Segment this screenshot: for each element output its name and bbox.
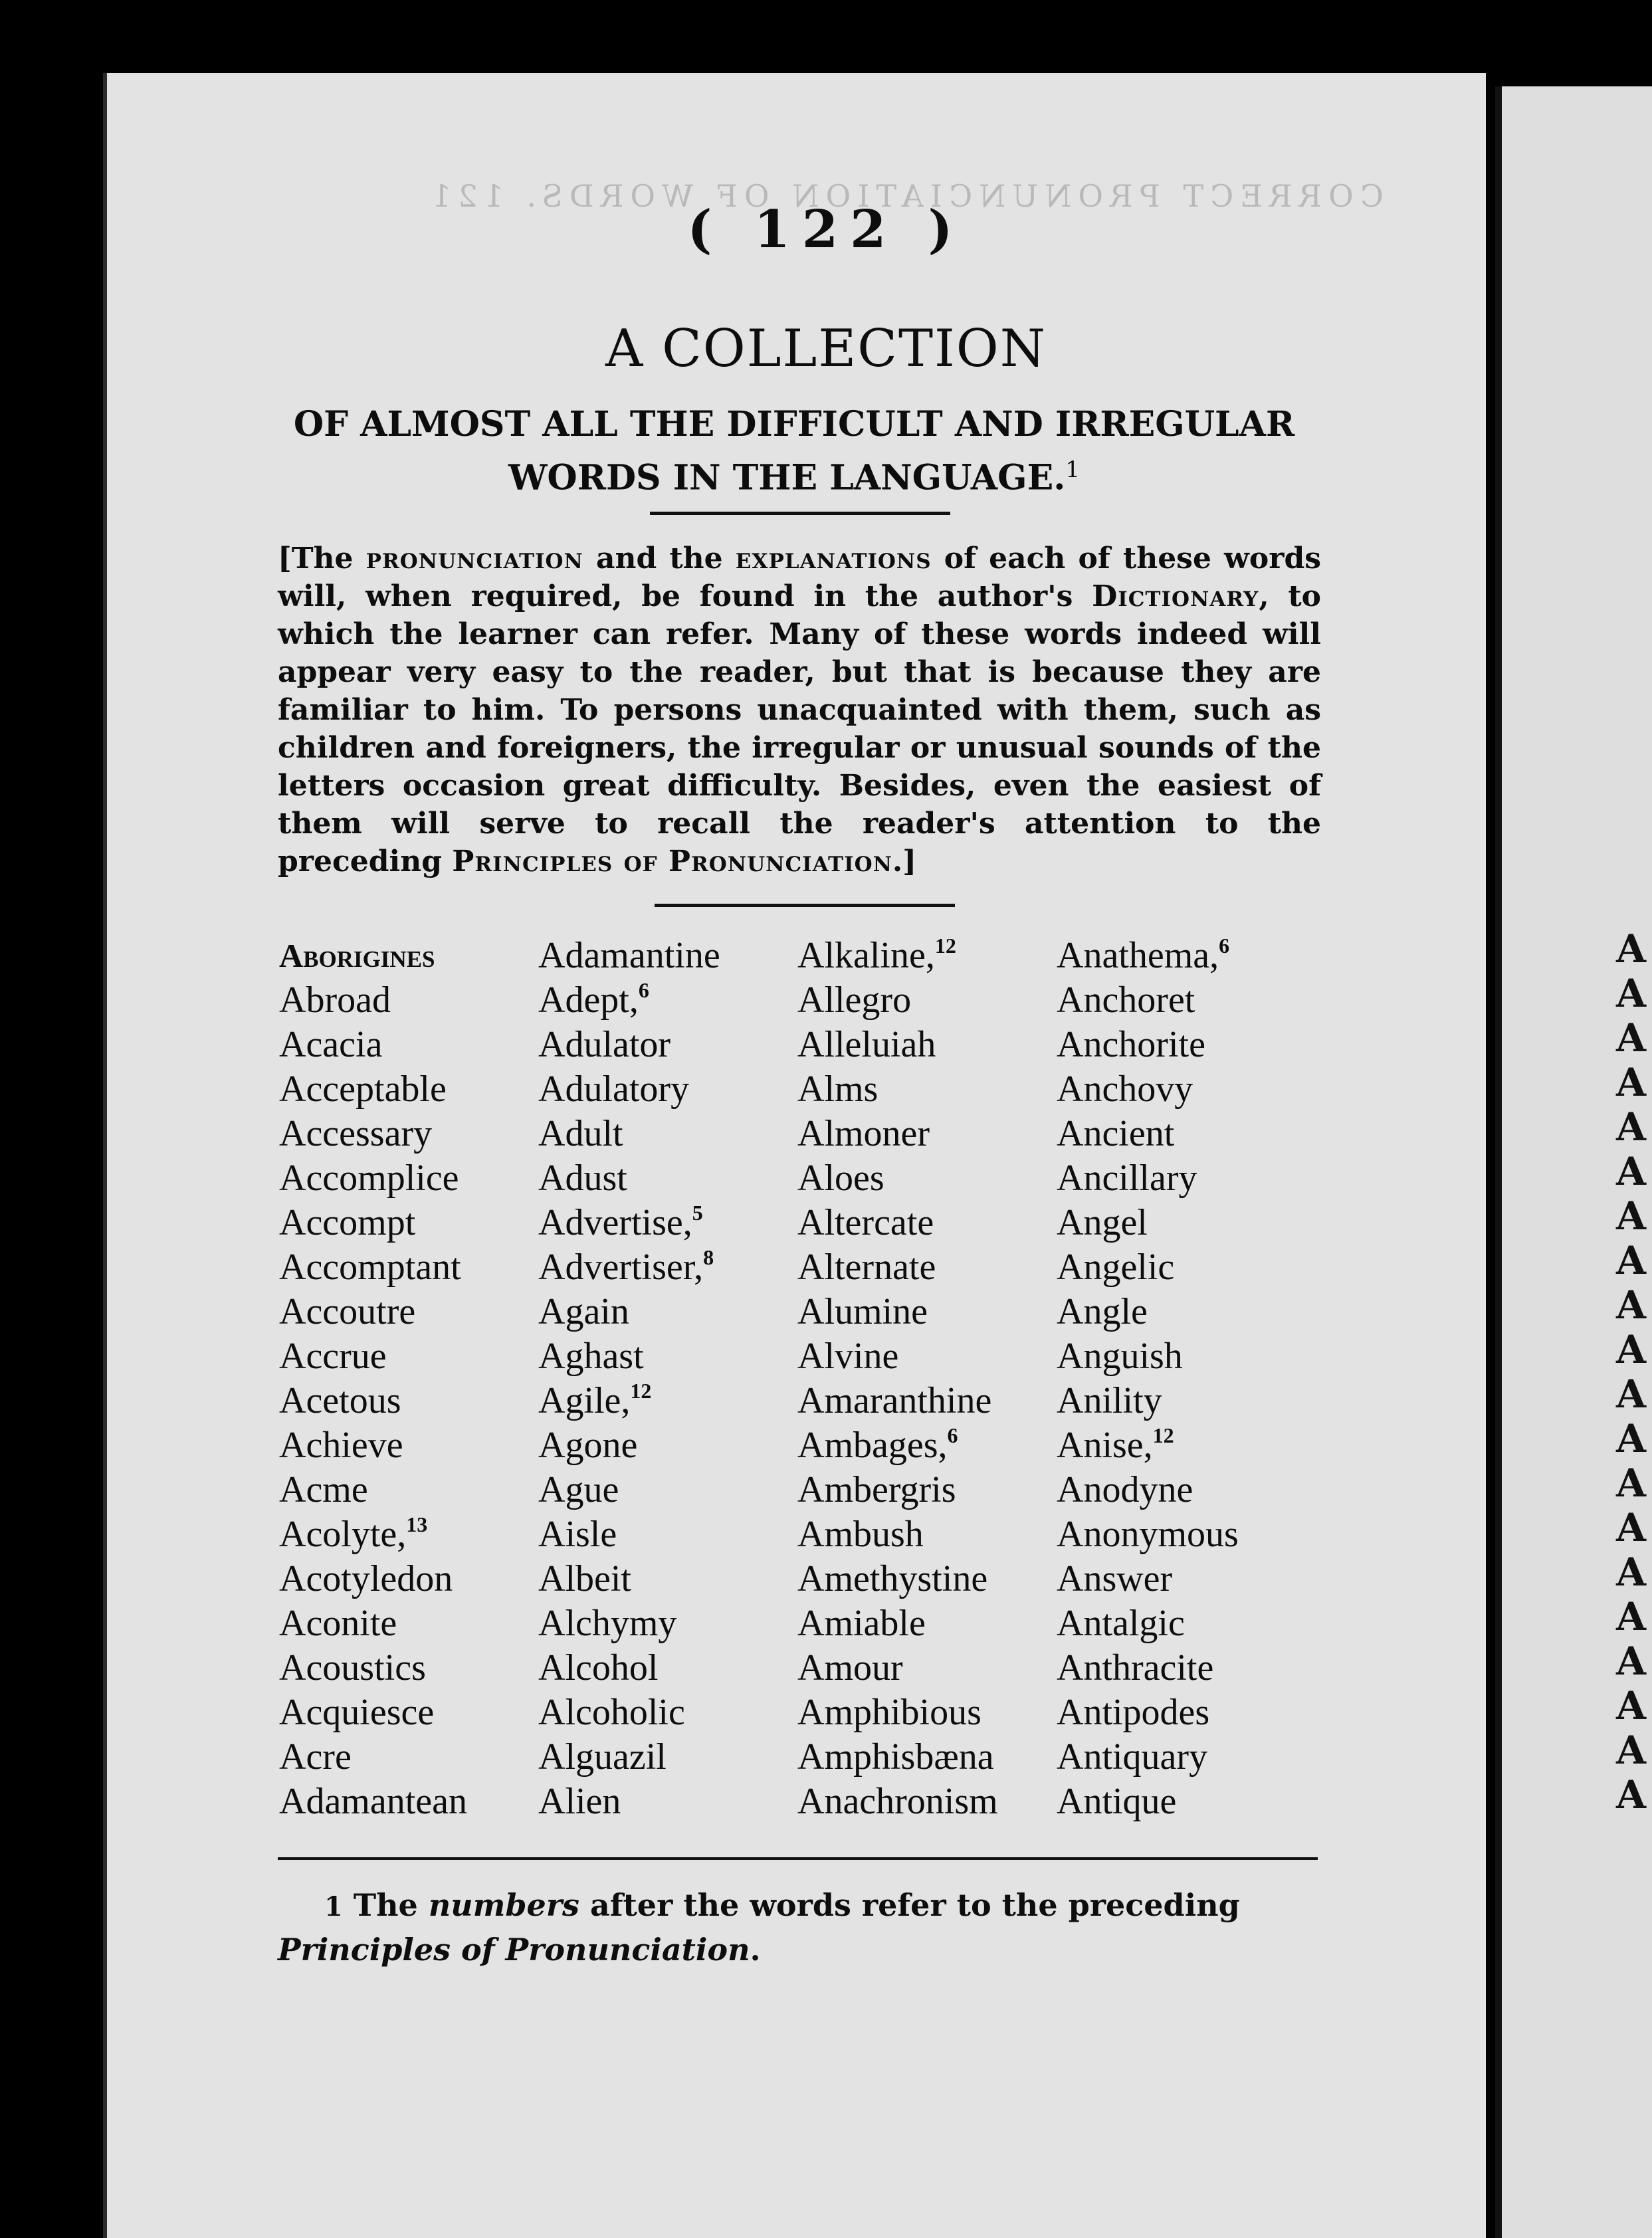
intro-smallcaps-4: Principles of Pronunciation (452, 845, 892, 878)
word-entry (538, 1067, 797, 1112)
word-column-3 (797, 934, 1057, 1824)
word-text: Alchymy (538, 1603, 677, 1644)
facing-page-letter: A (1616, 1060, 1647, 1105)
footnote-rule (278, 1857, 1318, 1860)
word-column-4 (1057, 934, 1316, 1824)
word-text: Altercate (797, 1202, 934, 1243)
intro-text-4: , to which the learner can refer. Many of these words indeed will appear very easy to the reader, but that is because they are familiar to him. To persons unacquainted with them, such as children and foreigners, the irregular or unusual sounds of the letters occasion great difficulty. Besides, even the easiest of them will serve to recall the reader's attention to the preceding (278, 579, 1322, 878)
word-entry (279, 1512, 538, 1557)
word-entry (279, 1423, 538, 1468)
word-text: Allegro (797, 979, 912, 1021)
subtitle-line-2-text: WORDS IN THE LANGUAGE. (508, 457, 1066, 498)
word-text: Anathema, (1057, 935, 1219, 976)
facing-page-letter: A (1616, 1327, 1647, 1372)
word-text: Accomplice (279, 1158, 459, 1199)
word-text: Acolyte, (279, 1514, 407, 1555)
facing-page-letter: A (1616, 1639, 1647, 1684)
word-entry (279, 1646, 538, 1690)
word-entry (797, 1245, 1057, 1290)
facing-page-letter: A (1616, 1372, 1647, 1417)
word-entry (279, 1601, 538, 1646)
facing-page-letter: A (1616, 1550, 1647, 1595)
word-entry (797, 1023, 1057, 1067)
facing-page-letter: A (1616, 1282, 1647, 1328)
word-text: Adult (538, 1113, 623, 1154)
word-text: Adamantean (279, 1781, 467, 1822)
facing-page-letter: A (1616, 1772, 1647, 1817)
footnote-text-3: . (750, 1932, 761, 1968)
word-text: Alms (797, 1068, 878, 1110)
facing-page-letter: A (1616, 1416, 1647, 1461)
word-entry (538, 1735, 797, 1780)
bleed-through-header: CORRECT PRONUNCIATION OF WORDS. 121 (425, 178, 1384, 214)
word-entry (797, 1646, 1057, 1690)
divider-rule-top (650, 512, 950, 515)
intro-paragraph (278, 540, 1321, 880)
word-entry (279, 1245, 538, 1290)
intro-smallcaps-3: Dictionary (1092, 579, 1259, 613)
word-text: Alleluiah (797, 1024, 936, 1065)
word-text: Again (538, 1291, 629, 1332)
word-entry (797, 1601, 1057, 1646)
word-text: Alcohol (538, 1647, 659, 1688)
principle-reference: 12 (630, 1379, 652, 1403)
word-entry (279, 1201, 538, 1245)
word-text: Anguish (1057, 1336, 1183, 1377)
word-entry (797, 1468, 1057, 1512)
word-text: Amphisbæna (797, 1736, 994, 1778)
word-entry (1057, 1557, 1316, 1601)
word-entry (1057, 1690, 1316, 1735)
principle-reference: 12 (1152, 1423, 1174, 1447)
facing-page-letter: A (1616, 1728, 1647, 1773)
word-text: Antipodes (1057, 1692, 1210, 1733)
word-text: Acoustics (279, 1647, 426, 1688)
word-entry (1057, 1334, 1316, 1379)
word-text: Accoutre (279, 1291, 416, 1332)
word-entry (538, 978, 797, 1023)
word-entry (538, 1512, 797, 1557)
word-entry (279, 1557, 538, 1601)
word-text: Acme (279, 1469, 368, 1510)
page-subtitle (269, 402, 1319, 500)
word-entry (1057, 1156, 1316, 1201)
word-entry (1057, 1423, 1316, 1468)
word-entry (538, 1780, 797, 1824)
word-entry (538, 1379, 797, 1423)
word-entry (538, 1290, 797, 1334)
word-text: Aborigines (279, 937, 435, 974)
word-entry (1057, 1601, 1316, 1646)
word-entry (279, 1023, 538, 1067)
footnote-italic-2: Principles of Pronunciation (278, 1932, 750, 1968)
intro-smallcaps-2: explanations (735, 542, 932, 575)
word-text: Anility (1057, 1380, 1162, 1421)
word-text: Agone (538, 1425, 638, 1466)
word-text: Angel (1057, 1202, 1148, 1243)
word-text: Amour (797, 1647, 903, 1688)
intro-smallcaps-1: pronunciation (365, 542, 583, 575)
word-text: Amaranthine (797, 1380, 992, 1421)
word-entry (538, 1468, 797, 1512)
word-entry (797, 1379, 1057, 1423)
principle-reference: 13 (406, 1512, 428, 1536)
intro-text-5: .] (892, 845, 917, 878)
facing-page-letter: A (1616, 1505, 1647, 1550)
word-entry (279, 1156, 538, 1201)
word-text: Alvine (797, 1336, 899, 1377)
word-text: Alternate (797, 1247, 936, 1288)
facing-page-letter: A (1616, 1149, 1647, 1194)
facing-page-letter: A (1616, 1461, 1647, 1506)
word-entry (797, 1735, 1057, 1780)
word-column-1 (279, 934, 538, 1824)
subtitle-line-2 (269, 447, 1319, 500)
word-text: Acre (279, 1736, 352, 1778)
word-text: Aisle (538, 1514, 617, 1555)
footnote (278, 1884, 1321, 1971)
word-entry (1057, 1290, 1316, 1334)
word-entry (538, 1646, 797, 1690)
word-text: Adamantine (538, 935, 720, 976)
word-entry (1057, 1468, 1316, 1512)
word-text: Anise, (1057, 1425, 1153, 1466)
word-entry (1057, 1646, 1316, 1690)
word-text: Ague (538, 1469, 619, 1510)
word-entry (797, 1067, 1057, 1112)
word-entry (279, 934, 538, 978)
word-text: Adulatory (538, 1068, 690, 1110)
principle-reference: 6 (947, 1423, 958, 1447)
divider-rule-middle (655, 904, 955, 907)
facing-page-letter: A (1616, 926, 1647, 971)
word-text: Anchoret (1057, 979, 1195, 1021)
word-entry (797, 1690, 1057, 1735)
word-text: Albeit (538, 1558, 631, 1599)
word-text: Adust (538, 1158, 627, 1199)
word-text: Ambages, (797, 1425, 948, 1466)
word-entry (538, 1156, 797, 1201)
word-text: Alien (538, 1781, 621, 1822)
principle-reference: 6 (638, 978, 649, 1002)
word-entry (797, 1156, 1057, 1201)
footnote-text-2: after the words refer to the preceding (579, 1887, 1240, 1923)
word-entry (279, 1468, 538, 1512)
word-text: Achieve (279, 1425, 403, 1466)
principle-reference: 6 (1219, 934, 1230, 958)
word-entry (538, 1334, 797, 1379)
word-text: Ancillary (1057, 1158, 1197, 1199)
word-entry (797, 978, 1057, 1023)
word-text: Accomptant (279, 1247, 461, 1288)
word-entry (1057, 1379, 1316, 1423)
word-text: Antalgic (1057, 1603, 1185, 1644)
word-entry (279, 1379, 538, 1423)
word-entry (279, 1290, 538, 1334)
intro-text-3: of each of these words will, when required, be found in the author's (278, 542, 1321, 613)
word-entry (538, 1112, 797, 1156)
principle-reference: 5 (692, 1201, 703, 1225)
word-entry (538, 1245, 797, 1290)
word-entry (797, 1112, 1057, 1156)
word-text: Aconite (279, 1603, 397, 1644)
word-text: Acquiesce (279, 1692, 435, 1733)
word-text: Aloes (797, 1158, 884, 1199)
word-text: Acceptable (279, 1068, 447, 1110)
word-text: Ambush (797, 1514, 924, 1555)
word-entry (797, 1334, 1057, 1379)
principle-reference: 8 (703, 1245, 714, 1269)
word-text: Anonymous (1057, 1514, 1239, 1555)
word-entry (1057, 1201, 1316, 1245)
page-number: ( 122 ) (687, 199, 965, 260)
word-text: Alumine (797, 1291, 928, 1332)
word-entry (1057, 1780, 1316, 1824)
word-text: Abroad (279, 979, 391, 1021)
subtitle-line-1: OF ALMOST ALL THE DIFFICULT AND IRREGULAR (293, 404, 1295, 445)
footnote-italic-1: numbers (428, 1887, 579, 1923)
facing-page-letter: A (1616, 1594, 1647, 1639)
word-text: Agile, (538, 1380, 631, 1421)
word-entry (1057, 1023, 1316, 1067)
word-text: Advertise, (538, 1202, 692, 1243)
word-entry (279, 978, 538, 1023)
word-entry (279, 1067, 538, 1112)
word-text: Amiable (797, 1603, 926, 1644)
word-text: Acetous (279, 1380, 401, 1421)
intro-text-2: and the (583, 542, 736, 575)
word-entry (538, 1601, 797, 1646)
word-text: Acotyledon (279, 1558, 453, 1599)
word-text: Angle (1057, 1291, 1148, 1332)
word-entry (1057, 934, 1316, 978)
word-text: Angelic (1057, 1247, 1175, 1288)
word-text: Anthracite (1057, 1647, 1214, 1688)
word-text: Ancient (1057, 1113, 1175, 1154)
word-columns (279, 934, 1329, 1824)
word-column-2 (538, 934, 797, 1824)
word-entry (1057, 1512, 1316, 1557)
word-text: Acacia (279, 1024, 383, 1065)
word-entry (279, 1334, 538, 1379)
facing-page-letter: A (1616, 1104, 1647, 1150)
facing-page-letter: A (1616, 1238, 1647, 1283)
word-text: Antiquary (1057, 1736, 1208, 1778)
footnote-reference: 1 (1065, 457, 1080, 483)
word-entry (797, 1423, 1057, 1468)
word-entry (797, 934, 1057, 978)
word-text: Antique (1057, 1781, 1177, 1822)
word-text: Anodyne (1057, 1469, 1193, 1510)
word-entry (1057, 1735, 1316, 1780)
footnote-mark: 1 (324, 1891, 343, 1922)
word-entry (279, 1112, 538, 1156)
word-entry (797, 1557, 1057, 1601)
word-entry (1057, 1112, 1316, 1156)
word-entry (538, 934, 797, 978)
word-text: Almoner (797, 1113, 930, 1154)
facing-page-letters (1616, 927, 1649, 1817)
facing-page-letter: A (1616, 971, 1647, 1016)
footnote-text-1: The (342, 1887, 429, 1923)
word-text: Accompt (279, 1202, 416, 1243)
word-entry (797, 1780, 1057, 1824)
word-text: Alcoholic (538, 1692, 685, 1733)
word-entry (797, 1512, 1057, 1557)
word-entry (1057, 1067, 1316, 1112)
word-entry (538, 1423, 797, 1468)
word-entry (279, 1780, 538, 1824)
word-text: Anchorite (1057, 1024, 1205, 1065)
word-entry (538, 1557, 797, 1601)
facing-page-letter: A (1616, 1683, 1647, 1728)
word-text: Accrue (279, 1336, 387, 1377)
word-entry (279, 1735, 538, 1780)
word-text: Amethystine (797, 1558, 988, 1599)
page-title: A COLLECTION (605, 319, 1047, 379)
facing-page-letter: A (1616, 1015, 1647, 1061)
word-text: Amphibious (797, 1692, 981, 1733)
word-text: Alkaline, (797, 935, 935, 976)
word-entry (1057, 1245, 1316, 1290)
word-text: Answer (1057, 1558, 1173, 1599)
word-text: Ambergris (797, 1469, 956, 1510)
intro-text-1: [The (278, 542, 366, 575)
word-text: Anchovy (1057, 1068, 1193, 1110)
facing-page-letter: A (1616, 1193, 1647, 1239)
word-entry (797, 1201, 1057, 1245)
word-text: Alguazil (538, 1736, 667, 1778)
word-entry (538, 1023, 797, 1067)
word-entry (797, 1290, 1057, 1334)
word-entry (1057, 978, 1316, 1023)
principle-reference: 12 (934, 934, 956, 958)
word-text: Anachronism (797, 1781, 998, 1822)
word-text: Adept, (538, 979, 639, 1021)
word-text: Adulator (538, 1024, 671, 1065)
word-entry (538, 1690, 797, 1735)
word-entry (538, 1201, 797, 1245)
word-text: Aghast (538, 1336, 644, 1377)
word-text: Accessary (279, 1113, 433, 1154)
word-text: Advertiser, (538, 1247, 704, 1288)
word-entry (279, 1690, 538, 1735)
